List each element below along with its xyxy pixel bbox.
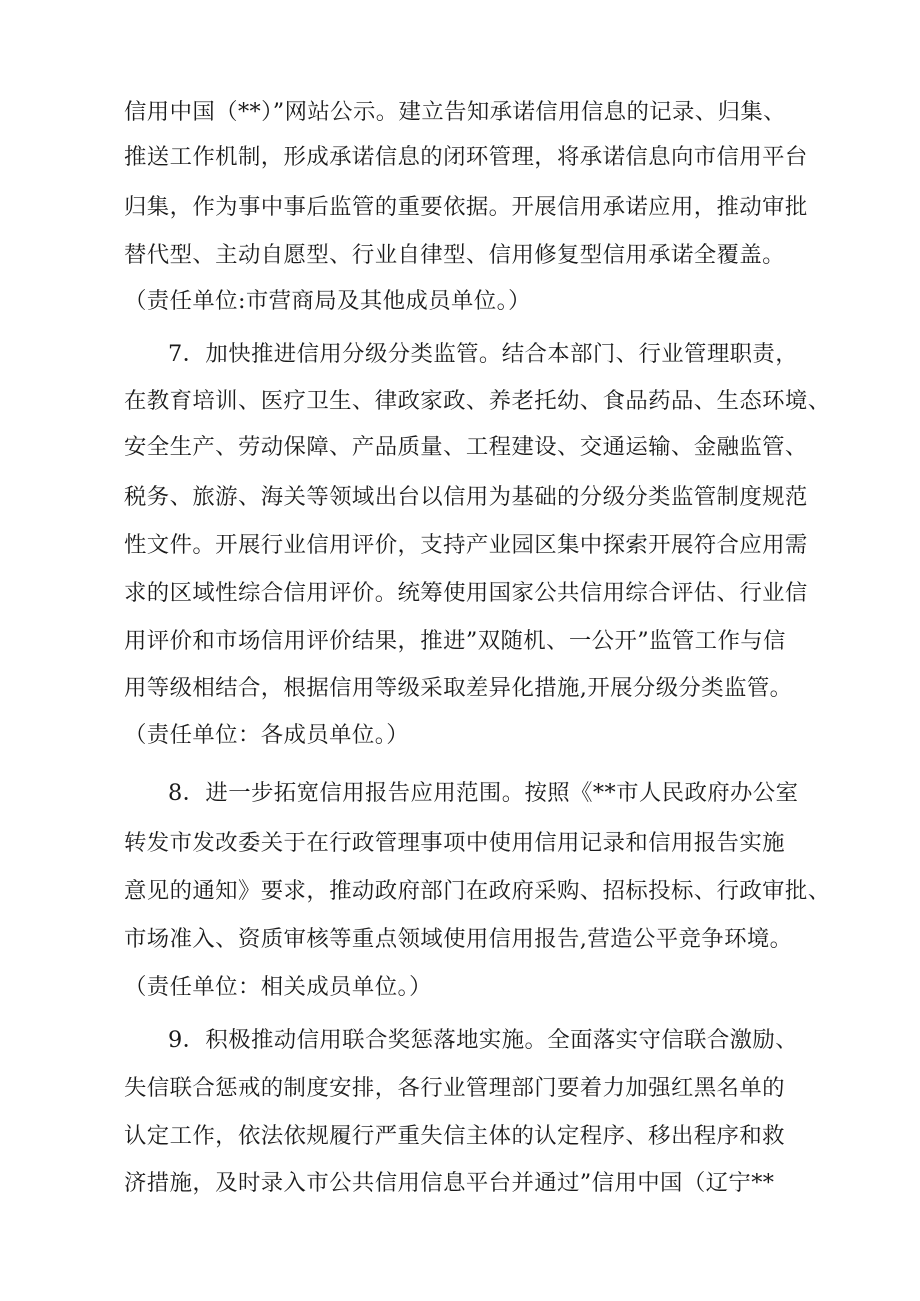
text-line: 税务、旅游、海关等领域出台以信用为基础的分级分类监管制度规范 xyxy=(124,484,808,510)
responsibility-note: （责任单位：各成员单位。） xyxy=(124,722,410,748)
text-line: 用评价和市场信用评价结果，推进”双随机、一公开”监管工作与信 xyxy=(124,628,786,654)
text-line: 济措施，及时录入市公共信用信息平台并通过”信用中国（辽宁** xyxy=(124,1170,775,1196)
paragraph-heading: 9．积极推动信用联合奖惩落地实施。全面落实守信联合激励、 xyxy=(168,1027,798,1053)
text-line: 替代型、主动自愿型、行业自律型、信用修复型信用承诺全覆盖。 xyxy=(124,242,785,268)
text-line: 用等级相结合，根据信用等级采取差异化措施,开展分级分类监管。 xyxy=(124,675,793,701)
responsibility-note: （责任单位:市营商局及其他成员单位。） xyxy=(124,288,531,314)
text-line: 性文件。开展行业信用评价，支持产业园区集中探索开展符合应用需 xyxy=(124,532,808,558)
text-line: 推送工作机制，形成承诺信息的闭环管理，将承诺信息向市信用平台 xyxy=(124,144,808,170)
text-line: 市场准入、资质审核等重点领域使用信用报告,营造公平竞争环境。 xyxy=(124,926,793,952)
text-line: 安全生产、劳动保障、产品质量、工程建设、交通运输、金融监管、 xyxy=(124,434,808,460)
paragraph-heading: 7．加快推进信用分级分类监管。结合本部门、行业管理职责， xyxy=(168,341,798,367)
text-line: 转发市发改委关于在行政管理事项中使用信用记录和信用报告实施 xyxy=(124,830,785,856)
text-line: 意见的通知》要求，推动政府部门在政府采购、招标投标、行政审批、 xyxy=(124,878,831,904)
responsibility-note: （责任单位：相关成员单位。） xyxy=(124,974,432,1000)
text-line: 认定工作，依法依规履行严重失信主体的认定程序、移出程序和救 xyxy=(124,1123,785,1149)
paragraph-heading: 8．进一步拓宽信用报告应用范围。按照《**市人民政府办公室 xyxy=(168,780,799,806)
text-line: 在教育培训、医疗卫生、律政家政、养老托幼、食品药品、生态环境、 xyxy=(124,388,831,414)
text-line: 归集，作为事中事后监管的重要依据。开展信用承诺应用，推动审批 xyxy=(124,194,808,220)
text-line: 求的区域性综合信用评价。统筹使用国家公共信用综合评估、行业信 xyxy=(124,580,808,606)
text-line: 信用中国（**）”网站公示。建立告知承诺信用信息的记录、归集、 xyxy=(124,99,786,125)
text-line: 失信联合惩戒的制度安排，各行业管理部门要着力加强红黑名单的 xyxy=(124,1075,785,1101)
